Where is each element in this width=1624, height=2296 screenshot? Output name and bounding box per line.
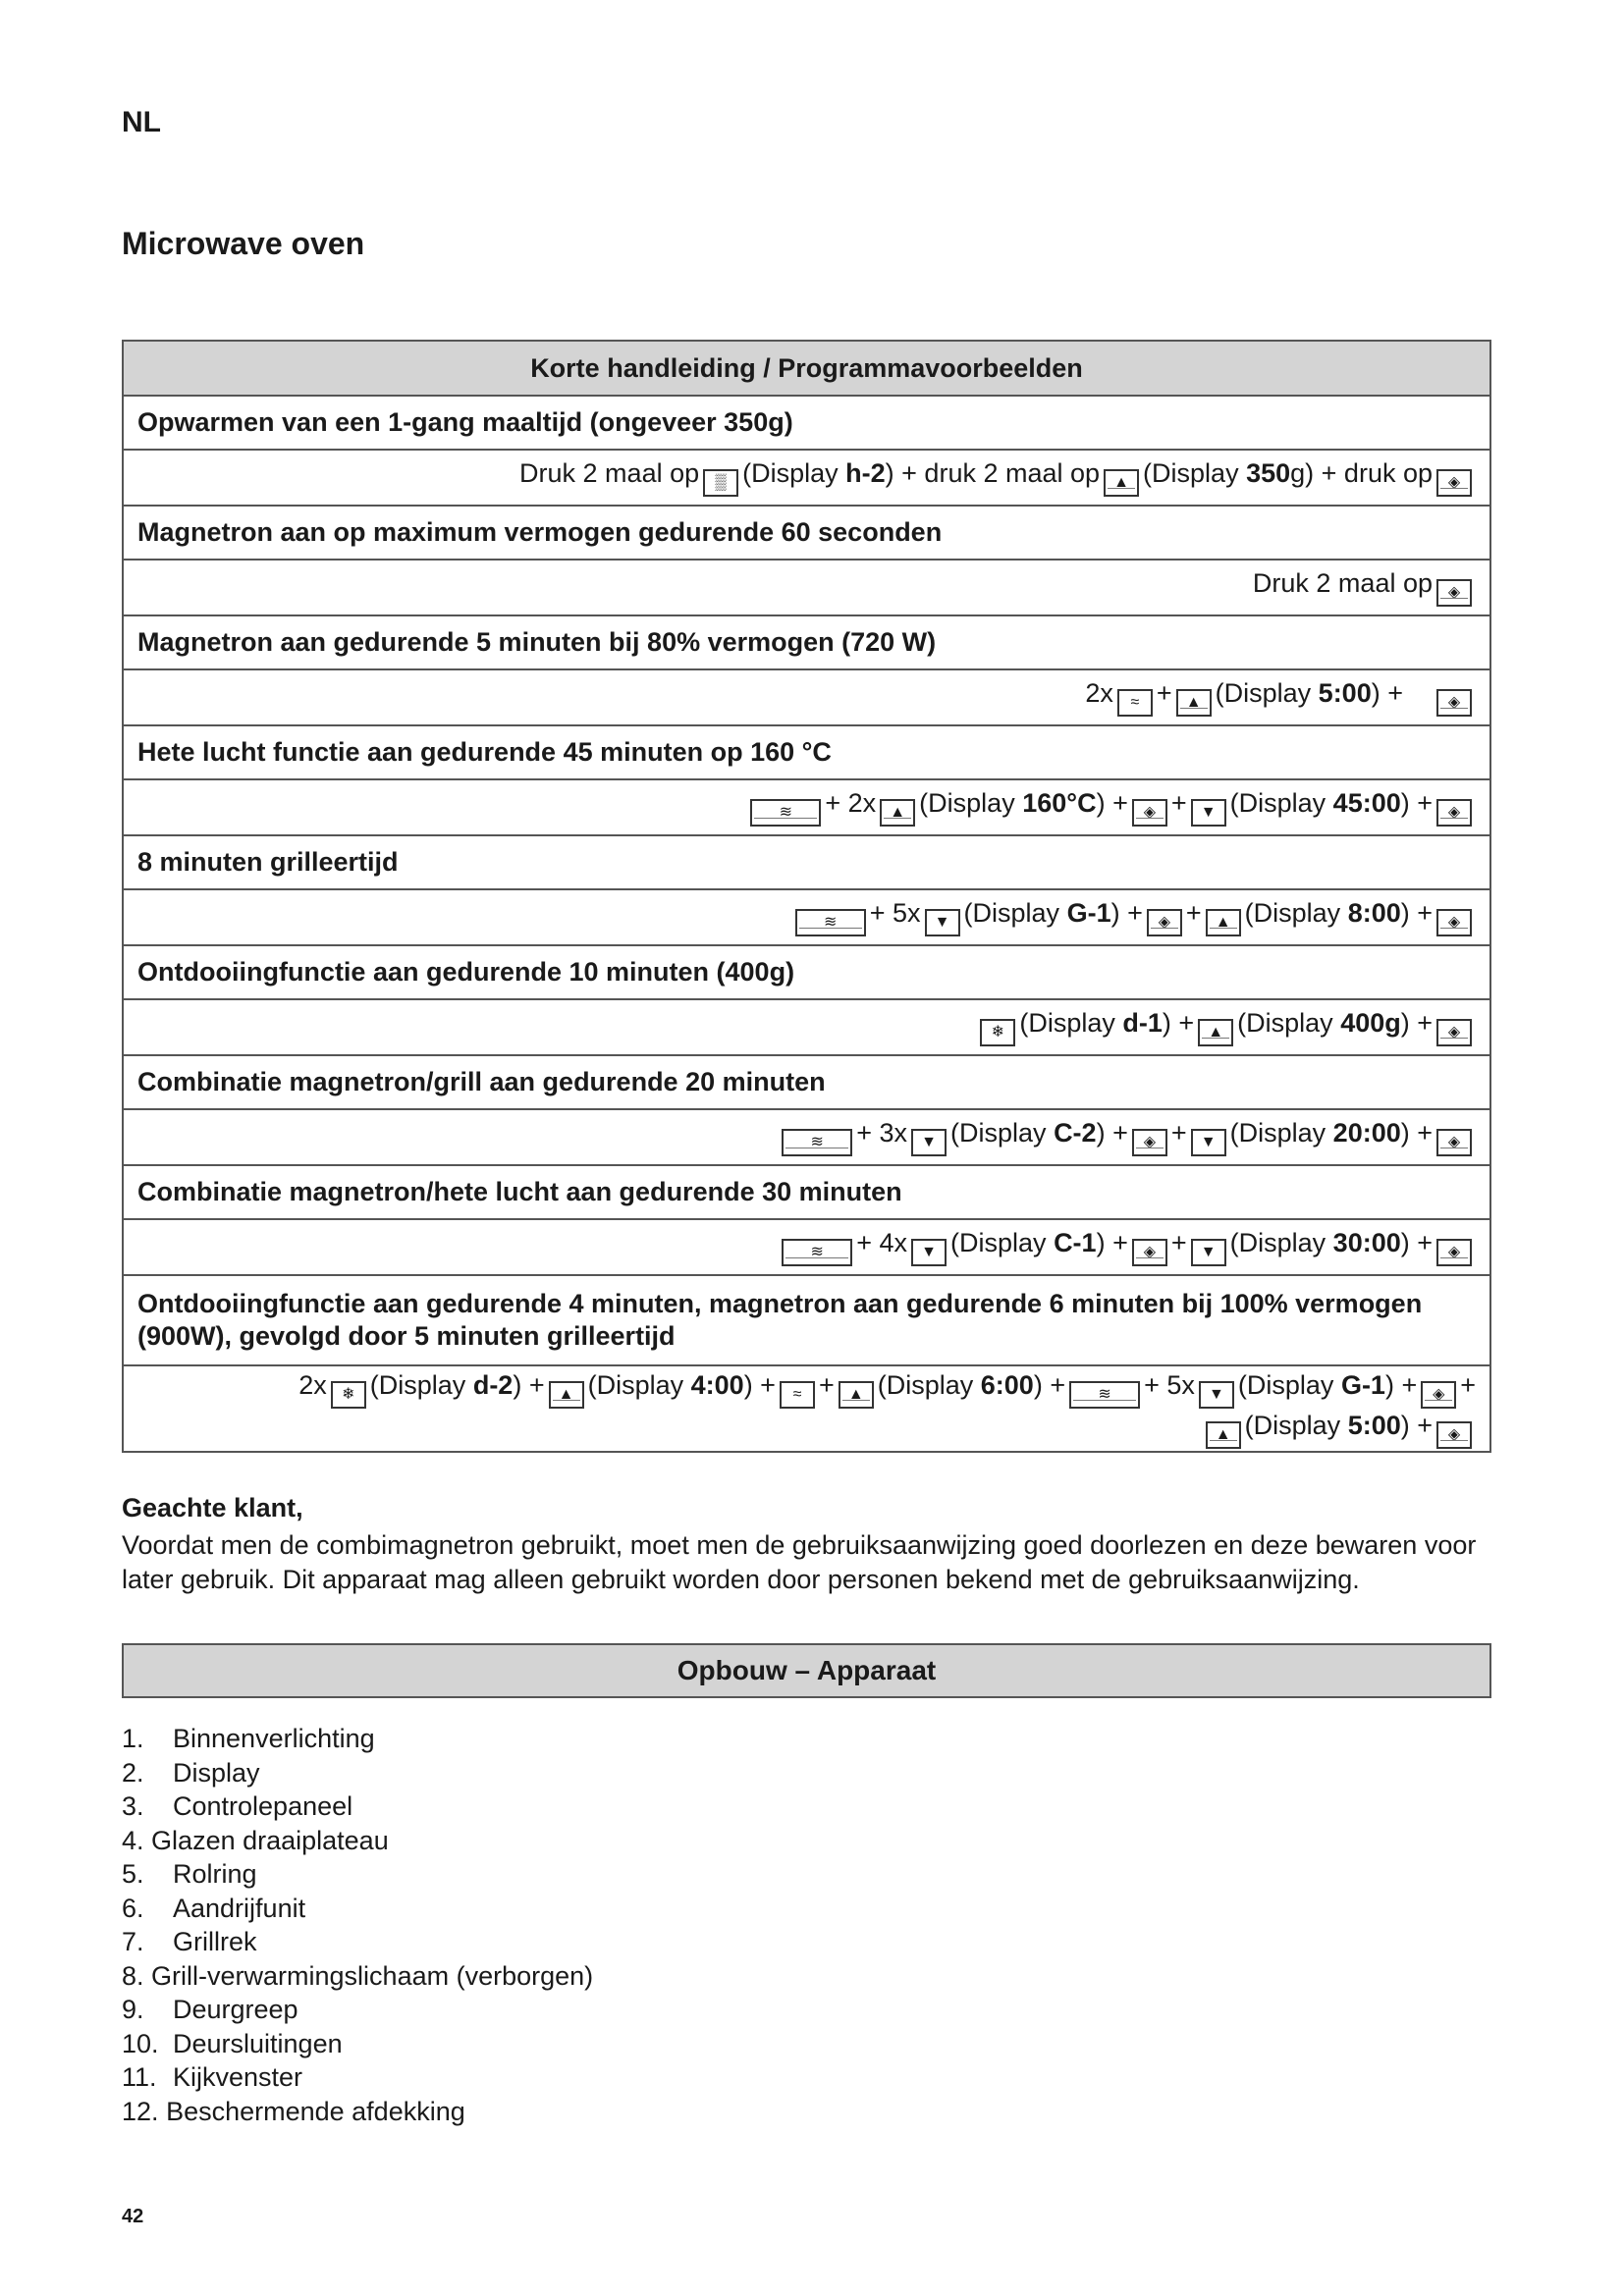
section-title: Magnetron aan gedurende 5 minuten bij 80% vermogen (720 W)	[123, 615, 1490, 669]
start-key-icon: ◈	[1436, 469, 1472, 497]
section-title: 8 minuten grilleertijd	[123, 835, 1490, 889]
defrost-key-icon: ❄	[331, 1381, 366, 1409]
intro-paragraph: Voordat men de combimagnetron gebruikt, moet men de gebruiksaanwijzing goed doorlezen en deze bewaren voor later gebruik. Dit apparaat mag alleen gebruikt worden door personen bekend met de gebruiksaanwijzing.	[122, 1530, 1477, 1594]
reheat-key-icon: ▒	[703, 469, 738, 497]
up-arrow-key-icon: ▲	[1104, 469, 1139, 497]
instruction-row: ❄ (Display d-1) + ▲ (Display 400g) + ◈	[123, 999, 1490, 1055]
section-title: Combinatie magnetron/grill aan gedurende 20 minuten	[123, 1055, 1490, 1109]
list-item: 6. Aandrijfunit	[122, 1893, 306, 1923]
down-arrow-key-icon: ▼	[911, 1239, 947, 1266]
section-title: Ontdooiingfunctie aan gedurende 4 minuten, magnetron aan gedurende 6 minuten bij 100% vermogen (900W), gevolgd door 5 minuten grilleertijd	[123, 1275, 1490, 1365]
start-key-icon: ◈	[1436, 799, 1472, 827]
down-arrow-key-icon: ▼	[1191, 1239, 1226, 1266]
defrost-key-icon: ❄	[980, 1019, 1015, 1046]
up-arrow-key-icon: ▲	[549, 1381, 584, 1409]
instruction-row: ≋ + 3x ▼ (Display C-2) + ◈ + ▼ (Display 20:00) + ◈	[123, 1109, 1490, 1165]
start-key-icon: ◈	[1436, 1019, 1472, 1046]
document-title: Microwave oven	[122, 226, 365, 261]
start-key-icon: ◈	[1132, 799, 1167, 827]
instruction-row: 2x ≈ + ▲ (Display 5:00) + ◈	[123, 669, 1490, 725]
parts-list	[122, 1722, 593, 2128]
down-arrow-key-icon: ▼	[1199, 1381, 1234, 1409]
start-key-icon: ◈	[1436, 689, 1472, 717]
language-code: NL	[122, 106, 161, 138]
up-arrow-key-icon: ▲	[880, 799, 915, 827]
instruction-row: ≋ + 4x ▼ (Display C-1) + ◈ + ▼ (Display 30:00) + ◈	[123, 1219, 1490, 1275]
start-key-icon: ◈	[1436, 909, 1472, 936]
instruction-row: 2x ❄ (Display d-2) + ▲ (Display 4:00) + ≈ + ▲ (Display 6:00) + ≋ + 5x ▼ (Display G-1) + ◈ + ▲ (Display 5:00) + ◈	[123, 1365, 1490, 1452]
start-key-icon: ◈	[1436, 1129, 1472, 1156]
power-key-icon: ≈	[1117, 689, 1153, 717]
up-arrow-key-icon: ▲	[1206, 1421, 1241, 1449]
down-arrow-key-icon: ▼	[1191, 799, 1226, 827]
instruction-row: ≋ + 2x ▲ (Display 160°C) + ◈ + ▼ (Display 45:00) + ◈	[123, 779, 1490, 835]
list-item: 5. Rolring	[122, 1859, 257, 1889]
down-arrow-key-icon: ▼	[1191, 1129, 1226, 1156]
menu-key-icon: ≋	[782, 1239, 852, 1266]
down-arrow-key-icon: ▼	[911, 1129, 947, 1156]
up-arrow-key-icon: ▲	[1198, 1019, 1233, 1046]
page-number: 42	[122, 2206, 144, 2227]
list-item: 8. Grill-verwarmingslichaam (verborgen)	[122, 1960, 594, 1991]
section-title: Hete lucht functie aan gedurende 45 minuten op 160 °C	[123, 725, 1490, 779]
section-title: Opwarmen van een 1-gang maaltijd (ongeveer 350g)	[123, 396, 1490, 450]
menu-key-icon: ≋	[750, 799, 821, 827]
list-item: 3. Controlepaneel	[122, 1791, 353, 1821]
start-key-icon: ◈	[1436, 1239, 1472, 1266]
list-item: 1. Binnenverlichting	[122, 1724, 375, 1753]
section-title: Combinatie magnetron/hete lucht aan gedurende 30 minuten	[123, 1165, 1490, 1219]
list-item: 9. Deurgreep	[122, 1995, 298, 2024]
power-key-icon: ≈	[780, 1381, 815, 1409]
list-item: 10. Deursluitingen	[122, 2028, 343, 2058]
instruction-row: ≋ + 5x ▼ (Display G-1) + ◈ + ▲ (Display 8:00) + ◈	[123, 889, 1490, 945]
list-item: 4. Glazen draaiplateau	[122, 1825, 389, 1855]
parts-heading: Opbouw – Apparaat	[122, 1643, 1491, 1698]
menu-key-icon: ≋	[1069, 1381, 1140, 1409]
start-key-icon: ◈	[1132, 1129, 1167, 1156]
start-key-icon: ◈	[1436, 1421, 1472, 1449]
down-arrow-key-icon: ▼	[925, 909, 960, 936]
list-item: 12. Beschermende afdekking	[122, 2096, 465, 2126]
start-key-icon: ◈	[1132, 1239, 1167, 1266]
instruction-row: Druk 2 maal op ▒ (Display h-2) + druk 2 maal op ▲ (Display 350g) + druk op ◈	[123, 450, 1490, 506]
quick-guide-heading: Korte handleiding / Programmavoorbeelden	[123, 341, 1490, 396]
menu-key-icon: ≋	[795, 909, 866, 936]
start-key-icon: ◈	[1436, 579, 1472, 607]
up-arrow-key-icon: ▲	[839, 1381, 874, 1409]
section-title: Ontdooiingfunctie aan gedurende 10 minuten (400g)	[123, 945, 1490, 999]
up-arrow-key-icon: ▲	[1206, 909, 1241, 936]
quick-guide-table	[122, 340, 1491, 1453]
menu-key-icon: ≋	[782, 1129, 852, 1156]
list-item: 2. Display	[122, 1757, 260, 1788]
list-item: 11. Kijkvenster	[122, 2062, 303, 2092]
start-key-icon: ◈	[1421, 1381, 1456, 1409]
greeting: Geachte klant,	[122, 1493, 303, 1522]
up-arrow-key-icon: ▲	[1176, 689, 1212, 717]
start-key-icon: ◈	[1147, 909, 1182, 936]
section-title: Magnetron aan op maximum vermogen gedurende 60 seconden	[123, 506, 1490, 560]
list-item: 7. Grillrek	[122, 1927, 257, 1956]
instruction-row: Druk 2 maal op ◈	[123, 560, 1490, 615]
